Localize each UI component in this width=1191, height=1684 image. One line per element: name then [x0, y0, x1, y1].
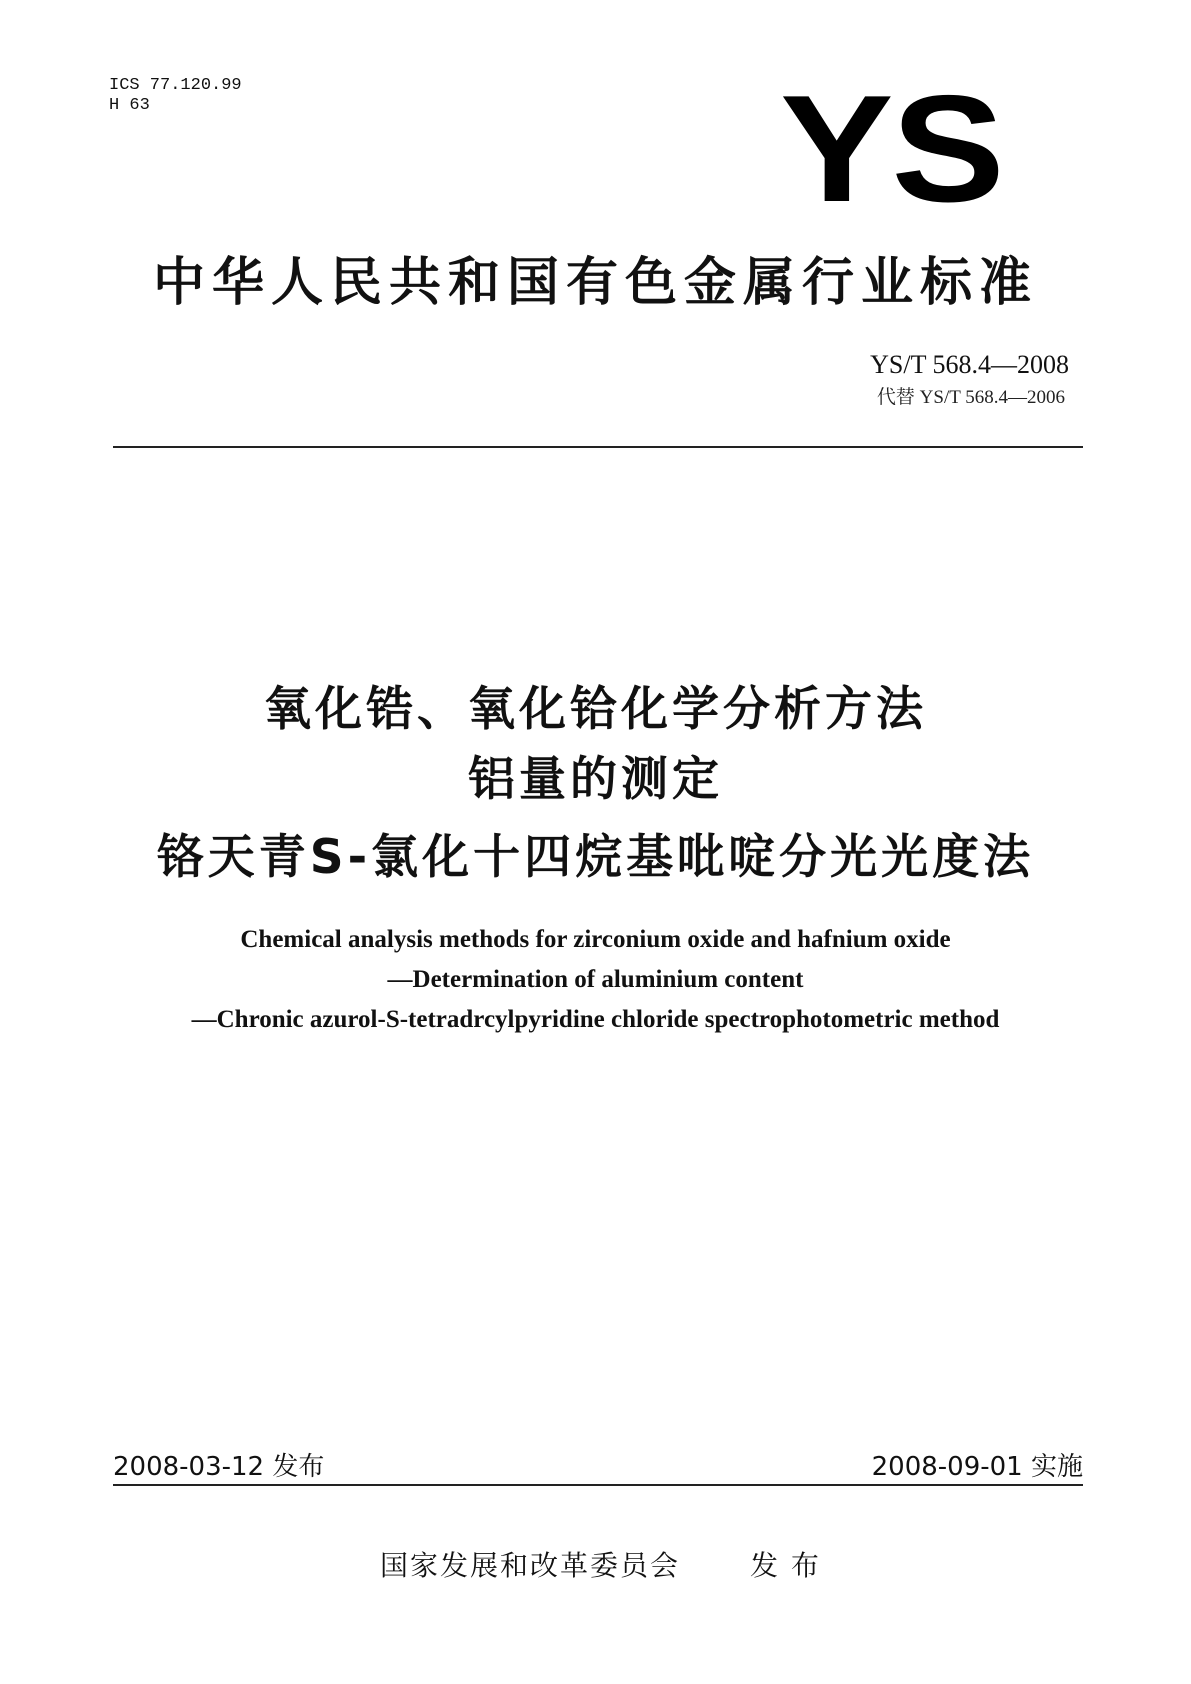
- effective-date: 2008-09-01 实施: [871, 1452, 1083, 1482]
- classification-codes: [109, 76, 242, 116]
- issuer-action: 发 布: [750, 1549, 821, 1582]
- ys-logo: [780, 64, 1020, 234]
- title-cn-line2: 铝量的测定: [468, 752, 723, 807]
- ccs-code: H 63: [109, 96, 150, 115]
- title-cn-line1: 氧化锆、氧化铪化学分析方法: [264, 682, 927, 737]
- title-en-line3: —Chronic azurol-S-tetradrcylpyridine chloride spectrophotometric method: [191, 1006, 1000, 1033]
- footer-divider: [113, 1484, 1083, 1486]
- replaces-standard: 代替 YS/T 568.4—2006: [876, 387, 1065, 408]
- ics-code: ICS 77.120.99: [109, 76, 242, 95]
- header-divider: [113, 446, 1083, 448]
- organization-title: 中华人民共和国有色金属行业标准: [152, 253, 1038, 313]
- issuer-name: 国家发展和改革委员会: [380, 1549, 681, 1582]
- issue-date: 2008-03-12 发布: [113, 1452, 325, 1482]
- title-cn-line3: 铬天青S-氯化十四烷基吡啶分光光度法: [156, 830, 1035, 885]
- title-en-line2: —Determination of aluminium content: [387, 966, 804, 993]
- standard-number: YS/T 568.4—2008: [870, 350, 1069, 379]
- logo-text: YS: [780, 64, 1003, 234]
- title-en-line1: Chemical analysis methods for zirconium oxide and hafnium oxide: [240, 926, 951, 953]
